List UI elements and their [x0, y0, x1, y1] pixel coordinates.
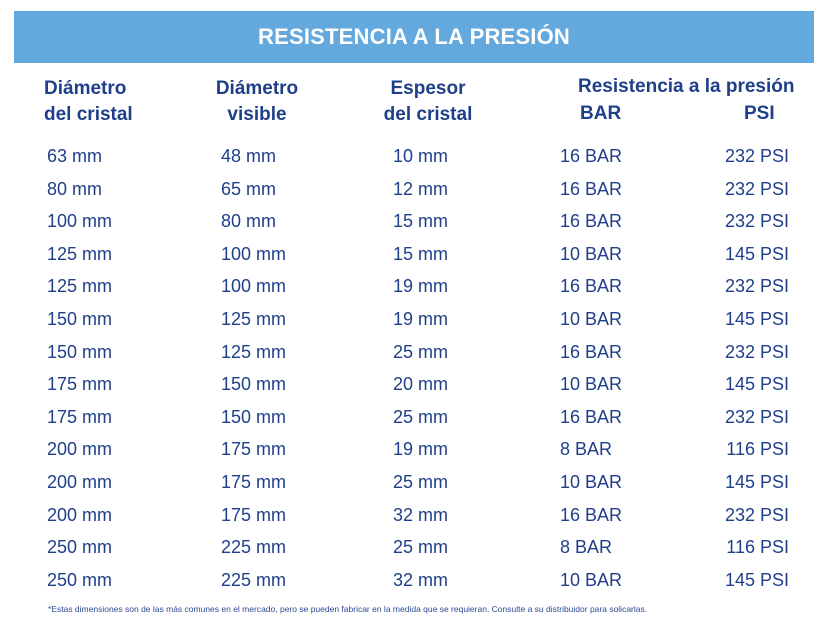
table-row — [0, 533, 827, 566]
cell-psi: 116 PSI — [726, 439, 789, 460]
cell-diametro-cristal: 80 mm — [47, 178, 103, 199]
cell-psi: 232 PSI — [724, 504, 789, 525]
table-row — [0, 305, 827, 338]
cell-diametro-visible: 225 mm — [221, 537, 287, 558]
cell-espesor-cristal: 25 mm — [393, 341, 449, 362]
cell-espesor-cristal: 19 mm — [393, 308, 449, 329]
cell-diametro-visible: 125 mm — [221, 308, 287, 329]
cell-diametro-cristal: 250 mm — [47, 537, 113, 558]
cell-bar: 10 BAR — [560, 308, 623, 329]
cell-psi: 145 PSI — [724, 471, 789, 492]
header-line: del cristal — [383, 104, 473, 125]
cell-espesor-cristal: 15 mm — [393, 211, 449, 232]
table-row — [0, 338, 827, 371]
header-line: Diámetro — [44, 78, 127, 99]
cell-bar: 16 BAR — [560, 504, 623, 525]
cell-espesor-cristal: 32 mm — [393, 504, 449, 525]
cell-espesor-cristal: 25 mm — [393, 406, 449, 427]
cell-diametro-visible: 80 mm — [221, 211, 277, 232]
cell-diametro-cristal: 125 mm — [47, 243, 113, 264]
header-espesor-cristal — [381, 76, 475, 128]
cell-espesor-cristal: 19 mm — [393, 276, 449, 297]
header-resistencia: Resistencia a la presión — [578, 76, 795, 97]
cell-espesor-cristal: 32 mm — [393, 569, 449, 590]
cell-espesor-cristal: 19 mm — [393, 439, 449, 460]
cell-espesor-cristal: 15 mm — [393, 243, 449, 264]
cell-diametro-visible: 100 mm — [221, 276, 287, 297]
header-diametro-cristal — [44, 76, 133, 128]
cell-diametro-cristal: 150 mm — [47, 308, 113, 329]
cell-diametro-cristal: 175 mm — [47, 406, 113, 427]
cell-espesor-cristal: 12 mm — [393, 178, 449, 199]
cell-bar: 16 BAR — [560, 276, 623, 297]
cell-diametro-visible: 100 mm — [221, 243, 287, 264]
cell-bar: 8 BAR — [560, 537, 613, 558]
cell-espesor-cristal: 25 mm — [393, 537, 449, 558]
header-line: Espesor — [390, 78, 466, 99]
cell-bar: 16 BAR — [560, 146, 623, 166]
footnote: *Estas dimensiones son de las más comunes en el mercado, pero se pueden fabricar en la medida que se requieran. Consulte a su distribuidor para solicarlas. — [48, 604, 648, 614]
table-row — [0, 207, 827, 240]
cell-diametro-visible: 125 mm — [221, 341, 287, 362]
cell-bar: 10 BAR — [560, 374, 623, 395]
cell-espesor-cristal: 20 mm — [393, 374, 449, 395]
cell-diametro-cristal: 100 mm — [47, 211, 113, 232]
table-body — [0, 142, 827, 598]
cell-diametro-cristal: 63 mm — [47, 146, 103, 166]
cell-bar: 16 BAR — [560, 341, 623, 362]
header-psi: PSI — [744, 103, 775, 124]
header-bar: BAR — [580, 103, 622, 124]
cell-bar: 16 BAR — [560, 406, 623, 427]
header-line: Diámetro — [215, 78, 299, 99]
cell-psi: 232 PSI — [724, 276, 789, 297]
table-row — [0, 501, 827, 534]
cell-diametro-cristal: 175 mm — [47, 374, 113, 395]
header-diametro-visible — [213, 76, 301, 128]
cell-psi: 232 PSI — [724, 146, 789, 166]
cell-psi: 145 PSI — [724, 374, 789, 395]
cell-diametro-visible: 150 mm — [221, 406, 287, 427]
cell-diametro-visible: 175 mm — [221, 471, 287, 492]
cell-psi: 145 PSI — [724, 243, 789, 264]
cell-diametro-cristal: 200 mm — [47, 439, 113, 460]
cell-bar: 8 BAR — [560, 439, 613, 460]
table-row — [0, 566, 827, 599]
table-row — [0, 468, 827, 501]
cell-diametro-visible: 175 mm — [221, 504, 287, 525]
cell-bar: 10 BAR — [560, 569, 623, 590]
cell-bar: 16 BAR — [560, 211, 623, 232]
cell-diametro-cristal: 150 mm — [47, 341, 113, 362]
cell-psi: 232 PSI — [724, 406, 789, 427]
cell-bar: 16 BAR — [560, 178, 623, 199]
cell-psi: 145 PSI — [724, 308, 789, 329]
cell-psi: 116 PSI — [726, 537, 789, 558]
cell-espesor-cristal: 10 mm — [393, 146, 449, 166]
cell-diametro-visible: 175 mm — [221, 439, 287, 460]
cell-diametro-cristal: 125 mm — [47, 276, 113, 297]
cell-psi: 232 PSI — [724, 211, 789, 232]
cell-diametro-visible: 65 mm — [221, 178, 277, 199]
cell-diametro-cristal: 200 mm — [47, 504, 113, 525]
cell-diametro-cristal: 250 mm — [47, 569, 113, 590]
cell-diametro-visible: 48 mm — [221, 146, 277, 166]
table-row — [0, 435, 827, 468]
cell-bar: 10 BAR — [560, 471, 623, 492]
cell-psi: 232 PSI — [724, 178, 789, 199]
table-row — [0, 272, 827, 305]
cell-psi: 232 PSI — [724, 341, 789, 362]
table-row — [0, 142, 827, 175]
cell-diametro-visible: 225 mm — [221, 569, 287, 590]
table-row — [0, 240, 827, 273]
table-row — [0, 175, 827, 208]
table-row — [0, 403, 827, 436]
cell-espesor-cristal: 25 mm — [393, 471, 449, 492]
cell-bar: 10 BAR — [560, 243, 623, 264]
header-line: visible — [227, 104, 287, 125]
table-row — [0, 370, 827, 403]
cell-psi: 145 PSI — [724, 569, 789, 590]
cell-diametro-visible: 150 mm — [221, 374, 287, 395]
table-title: RESISTENCIA A LA PRESIÓN — [14, 11, 814, 63]
cell-diametro-cristal: 200 mm — [47, 471, 113, 492]
header-line: del cristal — [44, 104, 133, 125]
